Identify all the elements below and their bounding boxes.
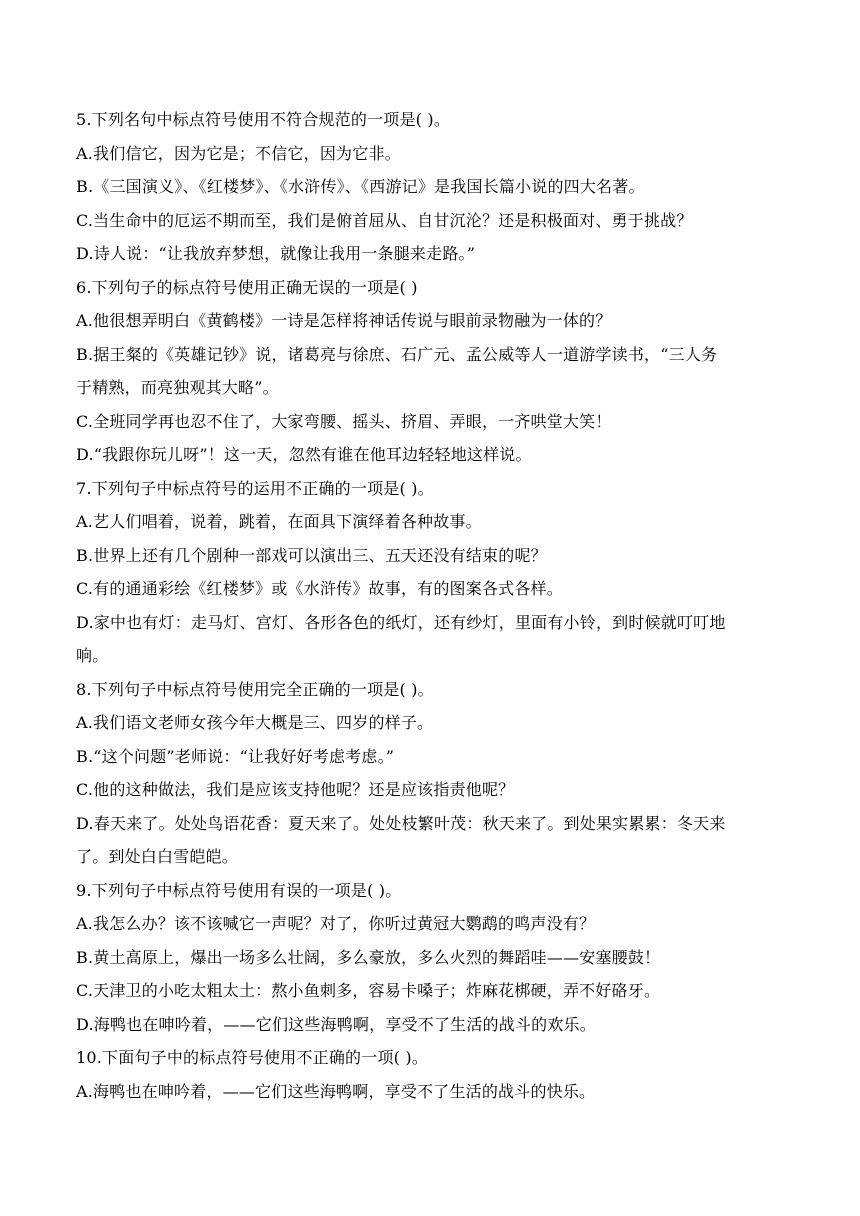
question-10-stem: 10.下面句子中的标点符号使用不正确的一项( )。	[76, 1048, 429, 1067]
question-7-option-c: C.有的通通彩绘《红楼梦》或《水浒传》故事，有的图案各式各样。	[76, 579, 563, 598]
question-6-option-d: D.“我跟你玩儿呀”！这一天，忽然有谁在他耳边轻轻地这样说。	[76, 445, 532, 464]
question-8-stem: 8.下列句子中标点符号使用完全正确的一项是( )。	[76, 679, 434, 699]
question-9-option-a: A.我怎么办？该不该喊它一声呢？对了，你听过黄冠大鹦鹉的鸣声没有？	[76, 914, 596, 933]
question-10-option-a: A.海鸭也在呻吟着，——它们这些海鸭啊，享受不了生活的战斗的快乐。	[76, 1081, 596, 1101]
question-5-stem: 5.下列名句中标点符号使用不符合规范的一项是( )。	[76, 110, 451, 129]
question-8-option-d-continued: 了。到处白白雪皑皑。	[76, 847, 239, 866]
question-9-stem: 9.下列句子中标点符号使用有误的一项是( )。	[76, 880, 402, 900]
question-9-option-d: D.海鸭也在呻吟着，——它们这些海鸭啊，享受不了生活的战斗的欢乐。	[76, 1014, 596, 1034]
question-6-option-a: A.他很想弄明白《黄鹤楼》一诗是怎样将神话传说与眼前录物融为一体的？	[76, 311, 612, 330]
question-5-option-a: A.我们信它，因为它是；不信它，因为它非。	[76, 143, 401, 163]
question-9-option-c: C.天津卫的小吃太粗太土：熬小鱼刺多，容易卡嗓子；炸麻花梆硬，弄不好硌牙。	[76, 981, 661, 1000]
question-7-stem: 7.下列句子中标点符号的运用不正确的一项是( )。	[76, 478, 434, 498]
question-7-option-b: B.世界上还有几个剧种一部戏可以演出三、五天还没有结束的呢？	[76, 545, 547, 565]
question-6-option-b-continued: 于精熟，而亮独观其大略”。	[76, 378, 279, 397]
question-8-option-b: B.“这个问题”老师说：“让我好好考虑考虑。”	[76, 746, 395, 766]
question-9-option-b: B.黄土高原上，爆出一场多么壮阔，多么豪放，多么火烈的舞蹈哇——安塞腰鼓！	[76, 947, 661, 967]
question-8-option-d: D.春天来了。处处鸟语花香：夏天来了。处处枝繁叶茂：秋天来了。到处果实累累：冬天来	[76, 813, 726, 833]
question-5-option-b: B.《三国演义》、《红楼梦》、《水浒传》、《西游记》是我国长篇小说的四大名著。	[76, 177, 645, 196]
question-6-stem: 6.下列句子的标点符号使用正确无误的一项是( )	[76, 277, 418, 297]
question-5-option-d: D.诗人说：“让我放弃梦想，就像让我用一条腿来走路。”	[76, 244, 476, 263]
question-8-option-a: A.我们语文老师女孩今年大概是三、四岁的样子。	[76, 713, 434, 732]
question-text-block	[76, 103, 788, 1108]
question-6-option-c: C.全班同学再也忍不住了，大家弯腰、摇头、挤眉、弄眼，一齐哄堂大笑！	[76, 411, 612, 431]
question-7-option-d: D.家中也有灯：走马灯、宫灯、各形各色的纸灯，还有纱灯，里面有小铃，到时候就叮叮地	[76, 612, 726, 632]
question-6-option-b: B.据王粲的《英雄记钞》说，诸葛亮与徐庶、石广元、孟公威等人一道游学读书，“三人务	[76, 344, 718, 364]
question-7-option-d-continued: 响。	[76, 646, 109, 665]
question-7-option-a: A.艺人们唱着，说着，跳着，在面具下演绎着各种故事。	[76, 512, 482, 531]
question-8-option-c: C.他的这种做法，我们是应该支持他呢？还是应该指责他呢？	[76, 780, 515, 799]
question-5-option-c: C.当生命中的厄运不期而至，我们是俯首屈从、自甘沉沦？还是积极面对、勇于挑战？	[76, 210, 693, 230]
